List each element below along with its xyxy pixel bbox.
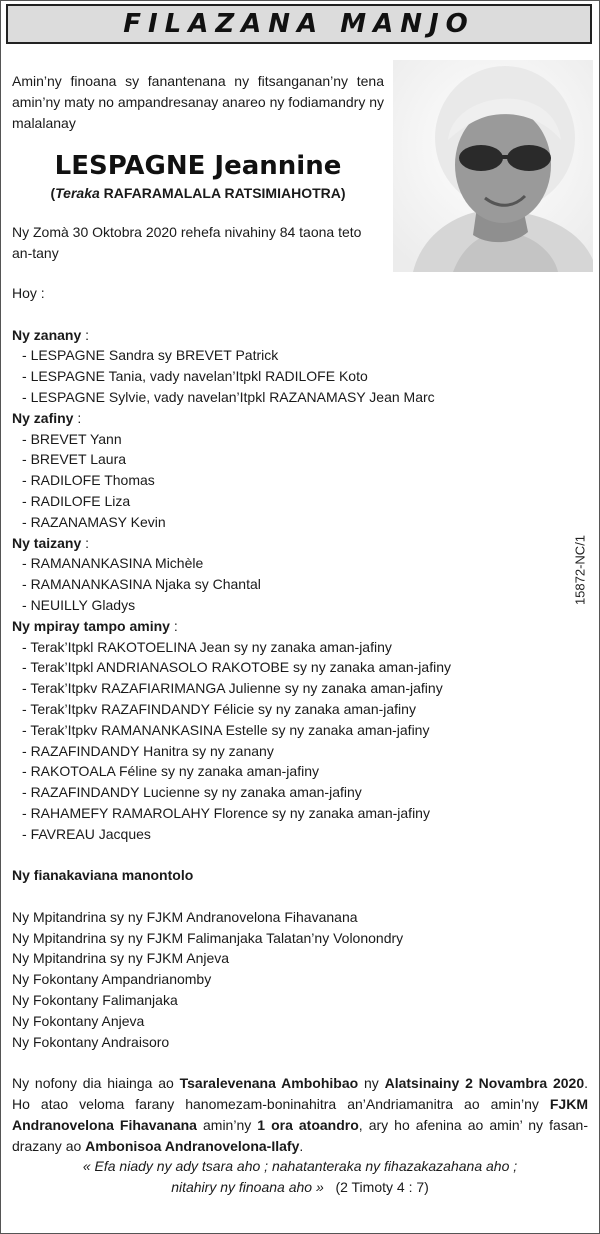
deceased-name: LESPAGNE Jeannine [54, 151, 342, 182]
list-item: - RAHAMEFY RAMAROLAHY Florence sy ny zanaka aman-jafiny [12, 803, 590, 824]
maiden-name: RAFARAMALALA RATSIMIAHOTRA [103, 185, 341, 202]
section-title: Ny zanany [12, 326, 82, 343]
list-item: - LESPAGNE Sylvie, vady navelan’Itpkl RAZANAMASY Jean Marc [12, 387, 590, 408]
institution-line: Ny Mpitandrina sy ny FJKM Anjeva [12, 950, 230, 967]
list-item: - RADILOFE Liza [12, 491, 590, 512]
list-item: - FAVREAU Jacques [12, 824, 590, 845]
notice-body [12, 71, 590, 1198]
list-item: - RAZANAMASY Kevin [12, 512, 590, 533]
ceremony-time: 1 ora atoandro [257, 1116, 359, 1133]
list-item: - RAKOTOALA Féline sy ny zanaka aman-jafiny [12, 761, 590, 782]
list-item: - LESPAGNE Sandra sy BREVET Patrick [12, 345, 590, 366]
list-item: - RAMANANKASINA Michèle [12, 553, 590, 574]
maiden-name-line: (Teraka RAFARAMALALA RATSIMIAHOTRA) [50, 185, 346, 202]
list-item: - BREVET Laura [12, 449, 590, 470]
institution-line: Ny Fokontany Andraisoro [12, 1033, 170, 1050]
teraka-label: Teraka [55, 185, 100, 202]
institution-line: Ny Mpitandrina sy ny FJKM Andranovelona Fihavanana [12, 908, 358, 925]
section-zafiny: Ny zafiny : - BREVET Yann - BREVET Laura - RADILOFE Thomas - RADILOFE Liza - RAZANAMASY Kevin [12, 408, 590, 533]
section-title: Ny mpiray tampo aminy [12, 617, 170, 634]
list-item: - Terak’Itpkl RAKOTOELINA Jean sy ny zanaka aman-jafiny [12, 637, 590, 658]
list-item: - Terak’Itpkv RAMANANKASINA Estelle sy ny zanaka aman-jafiny [12, 720, 590, 741]
list-item: - Terak’Itpkl ANDRIANASOLO RAKOTOBE sy ny zanaka aman-jafiny [12, 657, 590, 678]
section-zanany: Ny zanany : - LESPAGNE Sandra sy BREVET Patrick - LESPAGNE Tania, vady navelan’Itpkl RADILOFE Koto - LESPAGNE Sylvie, vady navelan’Itpkl RAZANAMASY Jean Marc [12, 325, 590, 408]
section-mpiray-tampo: Ny mpiray tampo aminy : - Terak’Itpkl RAKOTOELINA Jean sy ny zanaka aman-jafiny - Terak’Itpkl ANDRIANASOLO RAKOTOBE sy ny zanaka aman-jafiny - Terak’Itpkv RAZAFIARIMANGA Julienne sy ny zanaka aman-jafiny - Terak’Itpkv RAZAFINDANDY Félicie sy ny zanaka aman-jafiny - Terak’Itpkv RAMANANKASINA Estelle sy ny zanaka aman-jafiny - RAZAFINDANDY Hanitra sy ny zanany - RAKOTOALA Féline sy ny zanaka aman-jafiny - RAZAFINDANDY Lucienne sy ny zanaka aman-jafiny - RAHAMEFY RAMAROLAHY Florence sy ny zanaka aman-jafiny - FAVREAU Jacques [12, 616, 590, 845]
side-reference: 15872-NC/1 [572, 534, 588, 606]
list-item: - RADILOFE Thomas [12, 470, 590, 491]
list-item: - BREVET Yann [12, 429, 590, 450]
section-taizany: Ny taizany : - RAMANANKASINA Michèle - RAMANANKASINA Njaka sy Chantal - NEUILLY Gladys [12, 533, 590, 616]
list-item: - Terak’Itpkv RAZAFINDANDY Félicie sy ny zanaka aman-jafiny [12, 699, 590, 720]
death-notice: Ny Zomà 30 Oktobra 2020 rehefa nivahiny 84 taona teto an-tany [12, 224, 362, 262]
church-name: FJKM Andranovelona Fihavanana [12, 1096, 588, 1133]
notice-header [6, 4, 592, 44]
tomb-location: Ambonisoa Andranovelona-Ilafy [85, 1137, 300, 1154]
institution-line: Ny Fokontany Anjeva [12, 1012, 145, 1029]
quote-reference: (2 Timoty 4 : 7) [335, 1179, 429, 1196]
institutions-list [12, 907, 590, 1053]
list-item: - LESPAGNE Tania, vady navelan’Itpkl RADILOFE Koto [12, 366, 590, 387]
institution-line: Ny Fokontany Falimanjaka [12, 992, 178, 1009]
quote-line-2: nitahiry ny finoana aho » [171, 1179, 324, 1196]
bible-quote [12, 1156, 588, 1198]
funeral-details: Ny nofony dia hiainga ao Tsaralevenana Ambohibao ny Alatsinainy 2 Novambra 2020. Ho atao veloma farany hanomezam-boninahitra an’Andriamanitra ao amin’ny FJKM Andranovelona Fihavanana amin’ny 1 ora atoandro, ary ho afenina ao amin’ ny fasan-drazany ao Ambonisoa Andranovelona-Ilafy. [12, 1075, 588, 1154]
list-item: - RAZAFINDANDY Lucienne sy ny zanaka aman-jafiny [12, 782, 590, 803]
list-item: - RAMANANKASINA Njaka sy Chantal [12, 574, 590, 595]
list-item: - Terak’Itpkv RAZAFIARIMANGA Julienne sy ny zanaka aman-jafiny [12, 678, 590, 699]
funeral-date: Alatsinainy 2 Novambra 2020 [384, 1075, 585, 1092]
hoy-label: Hoy : [12, 284, 45, 301]
gathering-place: Tsaralevenana Ambohibao [179, 1075, 359, 1092]
institution-line: Ny Mpitandrina sy ny FJKM Falimanjaka Talatan’ny Volonondry [12, 929, 404, 946]
section-title: Ny taizany [12, 534, 82, 551]
intro-text: Amin’ny finoana sy fanantenana ny fitsanganan’ny tena amin’ny maty no ampandresanay anareo ny fodiamandry ny malalanay [12, 73, 384, 131]
section-title: Ny zafiny [12, 409, 74, 426]
notice-title: FILAZANA MANJO [123, 9, 475, 39]
fianakaviana-heading: Ny fianakaviana manontolo [12, 867, 194, 884]
institution-line: Ny Fokontany Ampandrianomby [12, 971, 212, 988]
list-item: - NEUILLY Gladys [12, 595, 590, 616]
list-item: - RAZAFINDANDY Hanitra sy ny zanany [12, 741, 590, 762]
quote-line-1: « Efa niady ny ady tsara aho ; nahatanteraka ny fihazakazahana aho ; [82, 1158, 518, 1175]
